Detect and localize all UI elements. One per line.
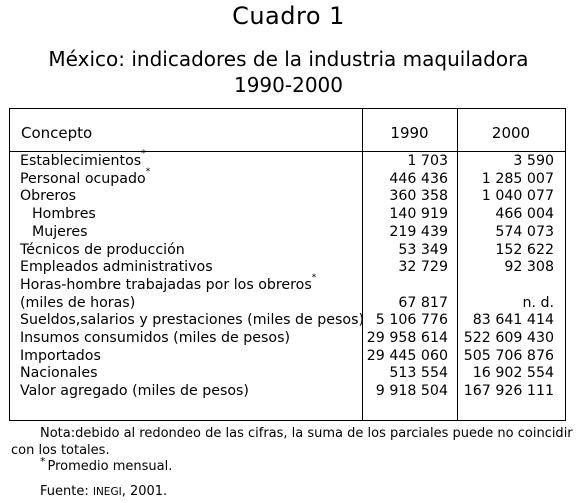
table-row [10, 242, 565, 260]
header-concepto: Concepto [21, 124, 93, 142]
row-label: Obreros [20, 188, 77, 205]
table-row [10, 149, 565, 171]
row-label: Nacionales [20, 365, 98, 382]
value-1990: 1 703 [407, 153, 448, 169]
value-1990: 360 358 [389, 188, 448, 205]
value-2000: 1 040 077 [481, 188, 554, 205]
row-label: Insumos consumidos (miles de pesos) [20, 330, 291, 346]
row-label: Técnicos de producción [20, 241, 185, 258]
table-row [10, 206, 565, 224]
row-footnote-mark: * [141, 149, 146, 160]
source-suffix: , 2001. [121, 484, 168, 499]
table-row [10, 224, 565, 242]
footnote-monthly [40, 455, 173, 475]
value-2000: 522 609 430 [463, 330, 554, 346]
value-2000: 1 285 007 [481, 170, 554, 187]
value-2000: 3 590 [513, 153, 554, 169]
footnote-monthly-text: Promedio mensual. [47, 459, 173, 474]
value-1990: 9 918 504 [375, 383, 448, 400]
row-label: Horas-hombre trabajadas por los obreros* [20, 273, 317, 293]
source-org: INEGI [92, 486, 122, 498]
value-1990: 67 817 [398, 294, 448, 311]
table-row [10, 295, 565, 313]
value-1990: 140 919 [389, 206, 448, 223]
value-2000: 83 641 414 [472, 312, 554, 329]
table-row [10, 259, 565, 277]
value-1990: 446 436 [389, 170, 448, 187]
value-1990: 32 729 [398, 259, 448, 276]
table-row [10, 166, 565, 189]
table-row [10, 348, 565, 366]
row-label: Personal ocupado* [20, 166, 151, 187]
value-2000: n. d. [522, 294, 554, 311]
table-row [10, 273, 565, 295]
row-label: Mujeres [32, 223, 88, 240]
table-row [10, 330, 565, 348]
table-row [10, 383, 565, 401]
row-label: Establecimientos* [20, 149, 146, 169]
table-row [10, 188, 565, 206]
row-footnote-mark: * [145, 166, 151, 177]
table-row [10, 312, 565, 330]
row-label: Hombres [32, 206, 96, 223]
table-title: Cuadro 1 [232, 2, 345, 30]
source-prefix: Fuente: [40, 484, 93, 499]
value-2000: 92 308 [504, 259, 554, 276]
data-table [9, 108, 566, 421]
value-2000: 152 622 [495, 241, 554, 258]
value-2000: 574 073 [495, 223, 554, 240]
row-label: Sueldos,salarios y prestaciones (miles de pesos) [20, 312, 365, 329]
value-2000: 16 902 554 [472, 365, 554, 382]
row-footnote-mark: * [311, 273, 317, 284]
row-label: Valor agregado (miles de pesos) [20, 383, 249, 400]
value-1990: 219 439 [389, 223, 448, 240]
header-1990: 1990 [390, 124, 429, 142]
note-line-1: Nota:debido al redondeo de las cifras, la suma de los parciales puede no coincidir [40, 426, 573, 441]
value-1990: 29 958 614 [366, 330, 448, 346]
header-2000: 2000 [491, 124, 531, 142]
table-period: 1990-2000 [233, 73, 343, 97]
value-1990: 53 349 [398, 241, 448, 258]
value-2000: 466 004 [495, 206, 554, 223]
value-1990: 29 445 060 [366, 347, 448, 364]
source-note [40, 484, 167, 500]
value-2000: 505 706 876 [463, 347, 554, 364]
row-label: Importados [20, 347, 101, 364]
row-label: Empleados administrativos [20, 259, 213, 276]
table-row [10, 365, 565, 383]
footnote-asterisk: * [40, 455, 46, 468]
table-subtitle: México: indicadores de la industria maquiladora [48, 47, 529, 71]
header-divider [10, 151, 565, 152]
note-line-2: con los totales. [11, 443, 110, 458]
value-2000: 167 926 111 [463, 383, 554, 400]
value-1990: 5 106 776 [375, 312, 448, 329]
row-label: (miles de horas) [20, 294, 136, 311]
value-1990: 513 554 [389, 365, 448, 382]
